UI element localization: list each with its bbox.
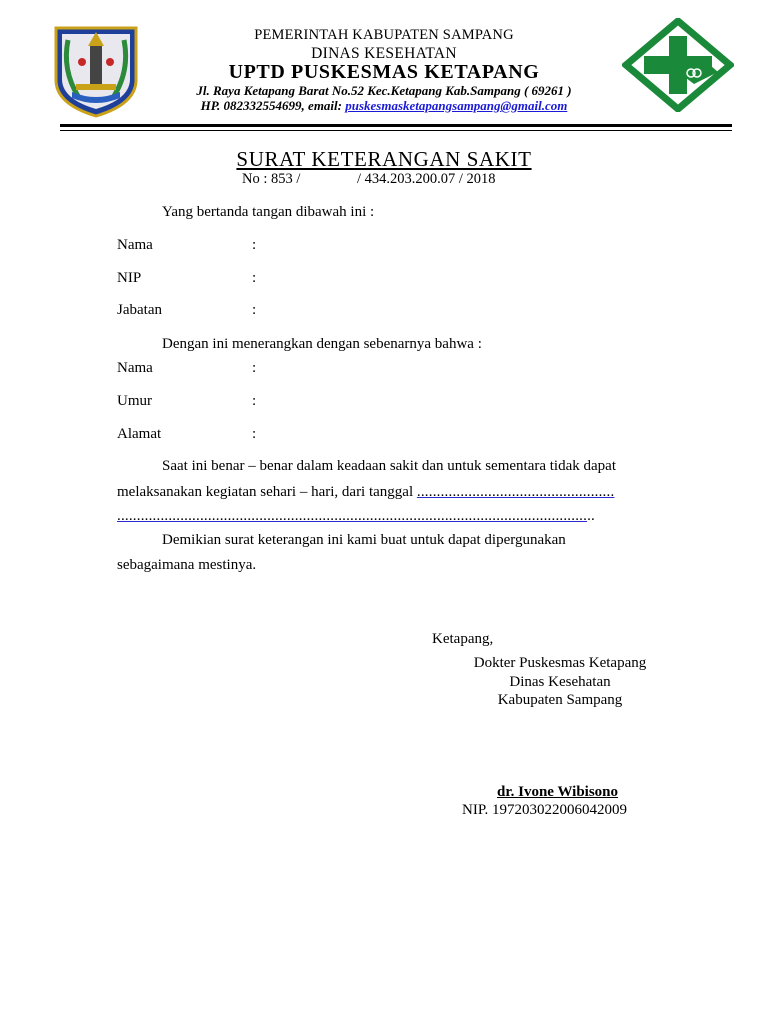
statement-line-1: Saat ini benar – benar dalam keadaan sakit dan untuk sementara tidak dapat	[162, 458, 616, 474]
date-to-blank: .......................................................................................................................	[117, 508, 588, 524]
document-title	[0, 147, 768, 172]
closing-line-2: sebagaimana mestinya.	[117, 557, 257, 573]
signer-nip: NIP. 197203022006042009	[462, 802, 628, 818]
signer-position-colon: :	[252, 302, 257, 318]
signer-position-label: Jabatan	[117, 302, 162, 318]
date-to-blank-end: ..	[587, 508, 595, 524]
letterhead-contact	[150, 98, 618, 114]
signer-name	[497, 784, 618, 801]
patient-age-label: Umur	[117, 393, 152, 409]
signer-intro: Yang bertanda tangan dibawah ini :	[162, 204, 375, 220]
document-number-part1: No : 853 /	[242, 171, 301, 187]
signature-place: Ketapang,	[432, 631, 494, 647]
letterhead-address: Jl. Raya Ketapang Barat No.52 Kec.Ketapang Kab.Sampang ( 69261 )	[196, 83, 572, 98]
regency-coat-of-arms-icon	[48, 22, 144, 118]
patient-age-colon: :	[252, 393, 257, 409]
patient-intro: Dengan ini menerangkan dengan sebenarnya bahwa :	[162, 336, 482, 352]
document-title-text: SURAT KETERANGAN SAKIT	[236, 147, 532, 171]
puskesmas-cross-logo-icon	[622, 18, 734, 112]
statement-line-2-text: melaksanakan kegiatan sehari – hari, dari tanggal	[117, 484, 414, 500]
signer-name-colon: :	[252, 237, 257, 253]
letterhead-divider-thick	[60, 124, 732, 127]
patient-name-label: Nama	[117, 360, 153, 376]
signer-name-text: dr. Ivone Wibisono	[497, 784, 619, 800]
statement-line-3	[117, 508, 595, 525]
closing-line-1: Demikian surat keterangan ini kami buat untuk dapat dipergunakan	[162, 532, 566, 548]
signature-position-2: Dinas Kesehatan	[509, 674, 611, 690]
patient-address-label: Alamat	[117, 426, 162, 442]
document-number-part2: / 434.203.200.07 / 2018	[357, 171, 496, 187]
signature-position-3: Kabupaten Sampang	[497, 692, 623, 708]
signer-name-label: Nama	[117, 237, 153, 253]
letterhead-phone: HP. 082332554699, email:	[200, 98, 346, 113]
letterhead-institution: UPTD PUSKESMAS KETAPANG	[228, 61, 540, 83]
letterhead-department: DINAS KESEHATAN	[311, 45, 457, 62]
signer-nip-colon: :	[252, 270, 257, 286]
statement-line-2	[117, 484, 614, 501]
signer-nip-label: NIP	[117, 270, 142, 286]
patient-name-colon: :	[252, 360, 257, 376]
letterhead-email-link[interactable]: puskesmasketapangsampang@gmail.com	[345, 98, 568, 113]
signature-position-1: Dokter Puskesmas Ketapang	[473, 655, 647, 671]
letterhead-government: PEMERINTAH KABUPATEN SAMPANG	[254, 27, 514, 43]
patient-address-colon: :	[252, 426, 257, 442]
date-from-blank: ..................................................	[416, 484, 615, 500]
letterhead-divider-thin	[60, 130, 732, 131]
